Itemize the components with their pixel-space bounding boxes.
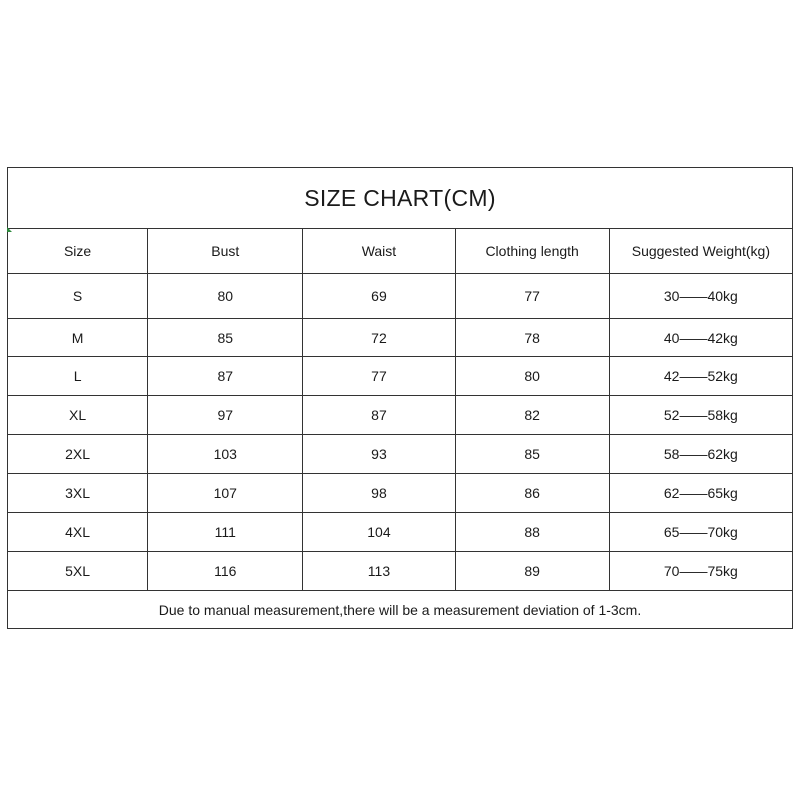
size-cell: XL [8,396,148,435]
size-cell: M [8,319,148,357]
waist-cell: 98 [303,474,455,513]
waist-cell: 77 [303,357,455,396]
chart-title-text: SIZE CHART(CM) [304,184,496,211]
title-row [8,168,793,229]
table-row [8,513,793,552]
table-row [8,357,793,396]
table-row [8,319,793,357]
size-cell: 3XL [8,474,148,513]
table-row [8,274,793,319]
size-cell: L [8,357,148,396]
chart-title [8,168,793,229]
waist-cell: 93 [303,435,455,474]
clothing-length-cell: 86 [455,474,609,513]
weight-cell: 40——42kg [609,319,792,357]
header-clothing-length: Clothing length [455,229,609,274]
header-suggested-weight: Suggested Weight(kg) [609,229,792,274]
bust-cell: 103 [148,435,303,474]
waist-cell: 113 [303,552,455,591]
table-row [8,396,793,435]
header-row [8,229,793,274]
clothing-length-cell: 80 [455,357,609,396]
bust-cell: 97 [148,396,303,435]
waist-cell: 104 [303,513,455,552]
table-row [8,435,793,474]
weight-cell: 52——58kg [609,396,792,435]
waist-cell: 69 [303,274,455,319]
clothing-length-cell: 77 [455,274,609,319]
weight-cell: 42——52kg [609,357,792,396]
header-bust: Bust [148,229,303,274]
clothing-length-cell: 78 [455,319,609,357]
bust-cell: 85 [148,319,303,357]
size-chart-table [7,167,793,629]
note-row [8,591,793,629]
size-cell: 5XL [8,552,148,591]
weight-cell: 65——70kg [609,513,792,552]
waist-cell: 72 [303,319,455,357]
size-cell: S [8,274,148,319]
header-size: Size [8,229,148,274]
weight-cell: 30——40kg [609,274,792,319]
clothing-length-cell: 89 [455,552,609,591]
bust-cell: 87 [148,357,303,396]
bust-cell: 116 [148,552,303,591]
weight-cell: 70——75kg [609,552,792,591]
clothing-length-cell: 82 [455,396,609,435]
green-corner-mark [7,227,12,232]
header-waist: Waist [303,229,455,274]
weight-cell: 62——65kg [609,474,792,513]
bust-cell: 111 [148,513,303,552]
waist-cell: 87 [303,396,455,435]
size-cell: 2XL [8,435,148,474]
bust-cell: 107 [148,474,303,513]
clothing-length-cell: 88 [455,513,609,552]
measurement-note: Due to manual measurement,there will be a measurement deviation of 1-3cm. [8,591,793,629]
table-row [8,552,793,591]
weight-cell: 58——62kg [609,435,792,474]
table-row [8,474,793,513]
bust-cell: 80 [148,274,303,319]
size-cell: 4XL [8,513,148,552]
clothing-length-cell: 85 [455,435,609,474]
